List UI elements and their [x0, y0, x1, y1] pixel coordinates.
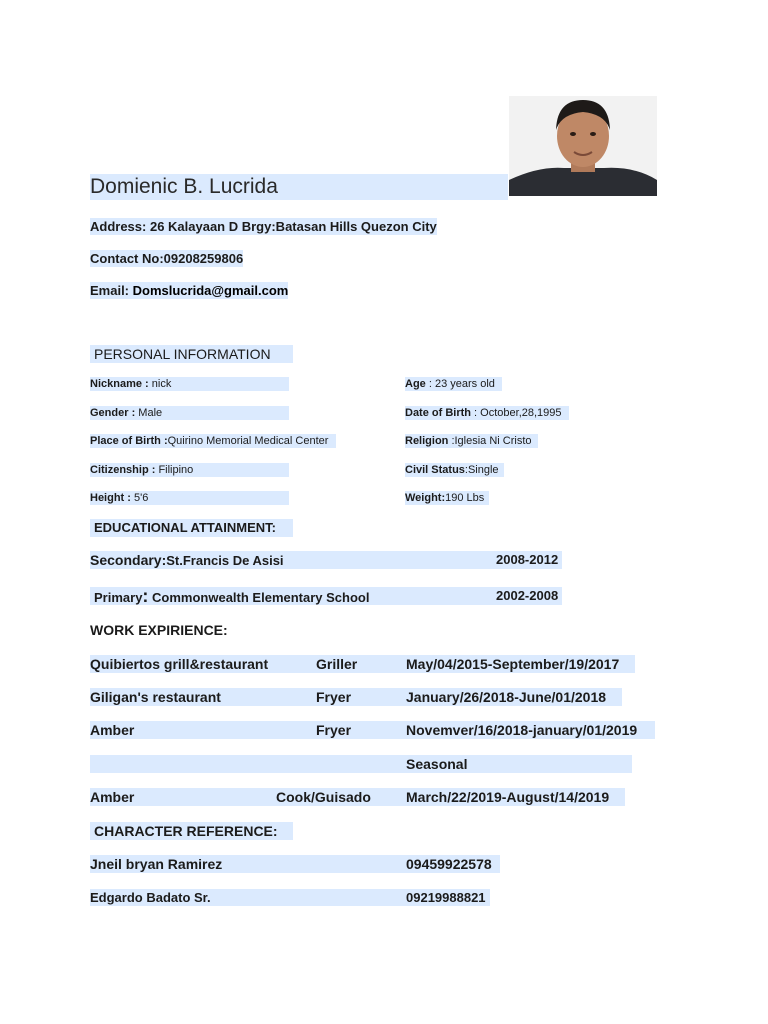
nickname-field: Nickname : nick — [90, 377, 289, 391]
email-line — [90, 282, 288, 299]
education-heading: EDUCATIONAL ATTAINMENT: — [90, 519, 293, 537]
email-address: Domslucrida@gmail.com — [132, 283, 289, 298]
citizenship-field: Citizenship : Filipino — [90, 463, 289, 477]
secondary-school: St.Francis De Asisi — [166, 553, 284, 568]
contact-number: Contact No:09208259806 — [90, 251, 244, 266]
work-company: Giligan's restaurant — [90, 689, 221, 705]
work-company: Amber — [90, 789, 135, 805]
work-period: March/22/2019-August/14/2019 — [406, 789, 610, 805]
secondary-years: 2008-2012 — [496, 552, 559, 567]
reference-name: Edgardo Badato Sr. — [90, 890, 211, 905]
work-role: Fryer — [316, 689, 352, 705]
religion-field: Religion :Iglesia Ni Cristo — [405, 434, 538, 448]
work-role: Cook/Guisado — [276, 789, 371, 805]
personal-info-heading: PERSONAL INFORMATION — [90, 345, 293, 363]
work-period: Seasonal — [406, 756, 468, 772]
secondary-education-row — [90, 551, 562, 569]
primary-school: Commonwealth Elementary School — [148, 590, 370, 605]
address-line: Address: 26 Kalayaan D Brgy:Batasan Hills Quezon City — [90, 219, 437, 234]
email-label: Email: — [90, 283, 130, 298]
work-period: Novemver/16/2018-january/01/2019 — [406, 722, 638, 738]
work-row — [90, 755, 632, 773]
primary-education-row — [90, 587, 562, 605]
work-row — [90, 721, 655, 739]
reference-heading: CHARACTER REFERENCE: — [90, 822, 293, 840]
work-period: January/26/2018-June/01/2018 — [406, 689, 607, 705]
weight-field: Weight:190 Lbs — [405, 491, 489, 505]
primary-years: 2002-2008 — [496, 588, 559, 603]
reference-name: Jneil bryan Ramirez — [90, 856, 223, 872]
secondary-label: Secondary: — [90, 552, 167, 568]
work-role: Griller — [316, 656, 358, 672]
pob-field: Place of Birth :Quirino Memorial Medical Center — [90, 434, 336, 448]
reference-row — [90, 889, 490, 906]
dob-field: Date of Birth : October,28,1995 — [405, 406, 569, 420]
primary-label: Primary — [94, 590, 143, 605]
primary-colon: : — [142, 586, 149, 606]
age-field: Age : 23 years old — [405, 377, 502, 391]
work-company: Amber — [90, 722, 135, 738]
civil-status-field: Civil Status:Single — [405, 463, 504, 477]
work-period: May/04/2015-September/19/2017 — [406, 656, 620, 672]
applicant-name: Domienic B. Lucrida — [90, 174, 508, 200]
reference-phone: 09459922578 — [406, 856, 492, 872]
person-photo-icon — [509, 96, 657, 196]
work-row — [90, 655, 635, 673]
work-row — [90, 688, 622, 706]
work-company: Quibiertos grill&restaurant — [90, 656, 269, 672]
gender-field: Gender : Male — [90, 406, 289, 420]
reference-phone: 09219988821 — [406, 890, 486, 905]
work-heading: WORK EXPIRIENCE: — [90, 622, 228, 638]
work-row — [90, 788, 625, 806]
reference-row — [90, 855, 500, 873]
height-field: Height : 5'6 — [90, 491, 289, 505]
work-role: Fryer — [316, 722, 352, 738]
